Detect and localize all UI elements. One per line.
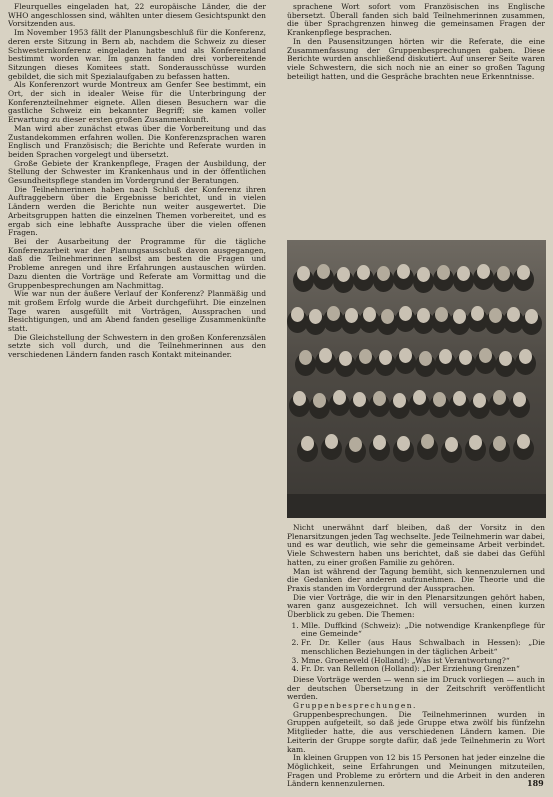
list-item: 1. Mlle. Duffkind (Schweiz): „Die notwendige Krankenpflege für eine Gemeinde“ xyxy=(301,622,545,639)
paragraph: Gruppenbesprechungen. Die Teilnehmerinnen wurden in Gruppen aufgeteilt, so daß jede Gruppe etwa zwölf bis fünfzehn Mitglieder hatte, die aus verschiedenen Ländern kamen. Die Leiterin der Gruppe sorgte dafür, daß jede Teilnehmerin zu Wort kam. xyxy=(287,709,545,754)
photo-row xyxy=(287,302,546,338)
paragraph: Als Konferenzort wurde Montreux am Genfer See bestimmt, ein Ort, der sich in idealer Weise für die Unterbringung der Konferenzteilnehmer eignete. Allen diesen Besuchern war die gastliche Schweiz ein bekannter Begriff; sie kamen voller Erwartung zu dieser ersten großen Zusammenkunft. xyxy=(8,80,266,125)
spaced-heading: Gruppenbesprechungen. xyxy=(293,701,417,711)
photo-row xyxy=(287,386,546,422)
right-top-text-column xyxy=(287,3,545,236)
paragraph: Nicht unerwähnt darf bleiben, daß der Vorsitz in den Plenarsitzungen jeden Tag wechselte. Jede Teilnehmerin war dabei, und es war deutlich, wie sehr die gemeinsame Arbeit verbindet. Viele Schwestern haben uns berichtet, daß sie dabei das Gefühl hatten, zu einer großen Familie zu gehören. xyxy=(287,524,545,567)
list-item: 2. Fr. Dr. Keller (aus Haus Schwalbach in Hessen): „Die menschlichen Beziehungen in der täglichen Arbeit“ xyxy=(301,639,545,656)
paragraph: sprachene Wort sofort vom Französischen ins Englische übersetzt. Überall fanden sich bald Teilnehmerinnen zusammen, die über Sprachgrenzen hinweg die gemeinsamen Fragen der Krankenpflege besprachen. xyxy=(287,3,545,38)
paragraph: Man wird aber zunächst etwas über die Vorbereitung und das Zustandekommen erfahren wollen. Die Konferenzsprachen waren Englisch und Französisch; die Berichte und Referate wurden in beiden Sprachen vorgelegt und übersetzt. xyxy=(8,123,266,159)
paragraph: Die Teilnehmerinnen haben nach Schluß der Konferenz ihren Auftraggebern über die Ergebnisse berichtet, und in vielen Ländern werden die Berichte nun weiter ausgewertet. Die Arbeitsgruppen hatten die einzelnen Themen vorbereitet, und es ergab sich eine lebhafte Aussprache über die vielen offenen Fragen. xyxy=(8,184,266,238)
right-bottom-text-column xyxy=(287,524,545,790)
paragraph: Die vier Vorträge, die wir in den Plenarsitzungen gehört haben, waren ganz ausgezeichnet. Ich will versuchen, einen kurzen Überblick zu geben. Die Themen: xyxy=(287,592,545,620)
photo-floor xyxy=(287,494,546,518)
group-photo xyxy=(287,240,546,518)
paragraph: Man ist während der Tagung bemüht, sich kennenzulernen und die Gedanken der anderen aufzunehmen. Die Theorie und die Praxis standen im Vordergrund der Aussprachen. xyxy=(287,566,545,593)
photo-row xyxy=(287,430,546,466)
paragraph: Die Gleichstellung der Schwestern in den großen Konferenzsälen setzte sich voll durch, und die Teilnehmerinnen aus den verschiedenen Ländern fanden rasch Kontakt miteinander. xyxy=(8,332,266,360)
photo-row xyxy=(287,344,546,380)
paragraph: Fleurquelles eingeladen hat, 22 europäische Länder, die der WHO angeschlossen sind, wählten unter diesem Gesichtspunkt den Vorsitzenden aus. xyxy=(8,3,266,29)
photo-row xyxy=(287,260,546,296)
paragraph: Große Gebiete der Krankenpflege, Fragen der Ausbildung, der Stellung der Schwester im Krankenhaus und in der öffentlichen Gesundheitspflege standen im Vordergrund der Beratungen. xyxy=(8,158,266,186)
list-item: 4. Fr. Dr. van Rellemon (Holland): „Der Erziehung Grenzen“ xyxy=(301,665,545,674)
left-text-column xyxy=(8,3,266,795)
paragraph: Im November 1953 fällt der Planungsbeschluß für die Konferenz, deren erste Sitzung in Bern ab, nachdem die Schweiz zu dieser Schwesternkonferenz eingeladen hatte und als Konferenzland bestimmt worden war. Im ganzen fanden drei vorbereitende Sitzungen dieses Komitees statt. Sonderausschüsse wurden gebildet, die sich mit Spezialaufgaben zu befassen hatten. xyxy=(8,28,266,81)
lecture-list xyxy=(301,622,545,674)
paragraph: Wie war nun der äußere Verlauf der Konferenz? Planmäßig und mit großem Erfolg wurde die Arbeit durchgeführt. Die einzelnen Tage waren ausgefüllt mit Vorträgen, Aussprachen und Besichtigungen, und am Abend fanden gesellige Zusammenkünfte statt. xyxy=(8,289,266,334)
page-number: 189 xyxy=(527,778,544,788)
list-item: 3. Mme. Groeneveld (Holland): „Was ist Verantwortung?“ xyxy=(301,657,545,666)
paragraph: Diese Vorträge werden — wenn sie im Druck vorliegen — auch in der deutschen Übersetzung in der Zeitschrift veröffentlicht werden. xyxy=(287,674,545,702)
paragraph: Bei der Ausarbeitung der Programme für die tägliche Konferenzarbeit war der Planungsausschuß davon ausgegangen, daß die Teilnehmerinnen selbst am besten die Fragen und Probleme anregen und ihre Erfahrungen austauschen würden. Dazu dienten die Vorträge und Referate am Vormittag und die Gruppenbesprechungen am Nachmittag. xyxy=(8,236,266,290)
paragraph: In den Pausensitzungen hörten wir die Referate, die eine Zusammenfassung der Gruppenbesprechungen gaben. Diese Berichte wurden anschließend diskutiert. Auf unserer Seite waren viele Schwestern, die sich noch nie an einer so großen Tagung beteiligt hatten, und die Gespräche brachten neue Erkenntnisse. xyxy=(287,36,545,81)
paragraph: In kleinen Gruppen von 12 bis 15 Personen hat jeder einzelne die Möglichkeit, seine Erfahrungen und Meinungen mitzuteilen, Fragen und Probleme zu erörtern und die Arbeit in den anderen Ländern kennenzulernen. xyxy=(287,753,545,789)
